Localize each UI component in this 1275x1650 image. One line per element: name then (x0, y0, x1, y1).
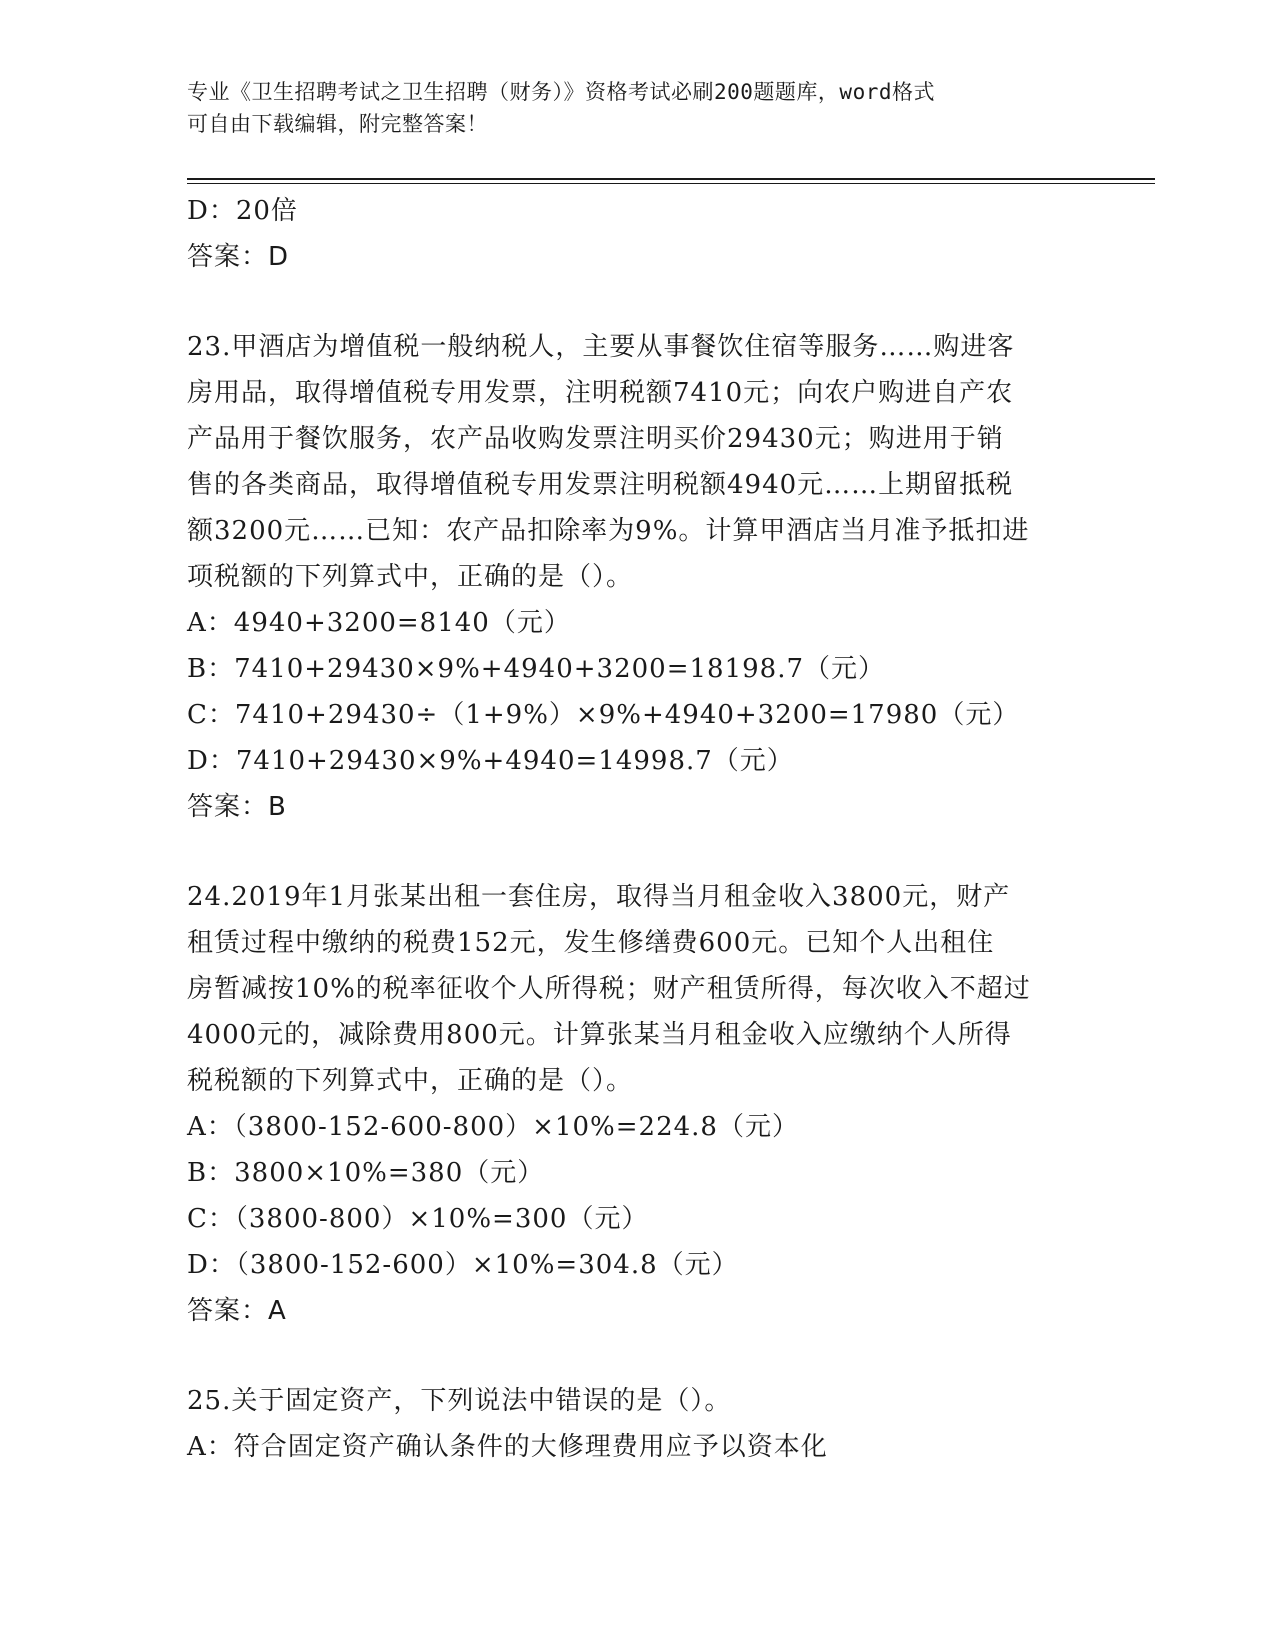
question-23 (187, 324, 1087, 830)
document-body (187, 188, 1087, 1470)
option-a: A：符合固定资产确认条件的大修理费用应予以资本化 (187, 1432, 828, 1462)
option-b: B：3800×10%=380（元） (187, 1158, 545, 1188)
option-a: A：（3800-152-600-800）×10%=224.8（元） (187, 1112, 799, 1142)
option-c: C：7410+29430÷（1+9%）×9%+4940+3200=17980（元） (187, 700, 1020, 730)
answer-line: 答案：A (187, 1296, 287, 1326)
question-text-line: 24.2019年1月张某出租一套住房，取得当月租金收入3800元，财产 (187, 882, 1011, 912)
question-text-line: 25.关于固定资产，下列说法中错误的是（）。 (187, 1386, 732, 1416)
question-text-line: 产品用于餐饮服务，农产品收购发票注明买价29430元；购进用于销 (187, 424, 1004, 454)
question-25 (187, 1378, 1087, 1470)
option-d: D：7410+29430×9%+4940=14998.7（元） (187, 746, 794, 776)
question-22-tail (187, 188, 1087, 280)
header-line-2: 可自由下载编辑，附完整答案！ (187, 112, 488, 136)
header-divider-thin (187, 183, 1155, 184)
question-text-line: 额3200元……已知：农产品扣除率为9%。计算甲酒店当月准予抵扣进 (187, 516, 1030, 546)
option-c: C：（3800-800）×10%=300（元） (187, 1204, 649, 1234)
question-gap (187, 1334, 1087, 1378)
question-gap (187, 280, 1087, 324)
header-divider-thick (187, 178, 1155, 180)
option-b: B：7410+29430×9%+4940+3200=18198.7（元） (187, 654, 886, 684)
question-text-line: 项税额的下列算式中，正确的是（）。 (187, 562, 634, 592)
option-d: D：（3800-152-600）×10%=304.8（元） (187, 1250, 739, 1280)
question-text-line: 售的各类商品，取得增值税专用发票注明税额4940元……上期留抵税 (187, 470, 1014, 500)
option-a: A：4940+3200=8140（元） (187, 608, 571, 638)
question-text-line: 房用品，取得增值税专用发票，注明税额7410元；向农户购进自产农 (187, 378, 1014, 408)
question-text-line: 房暂减按10%的税率征收个人所得税；财产租赁所得，每次收入不超过 (187, 974, 1031, 1004)
document-header (187, 76, 1087, 140)
question-text-line: 4000元的，减除费用800元。计算张某当月租金收入应缴纳个人所得 (187, 1020, 1012, 1050)
question-text-line: 税税额的下列算式中，正确的是（）。 (187, 1066, 634, 1096)
answer-line: 答案：D (187, 242, 290, 272)
answer-line: 答案：B (187, 792, 287, 822)
option-d: D：20倍 (187, 196, 298, 226)
question-gap (187, 830, 1087, 874)
question-24 (187, 874, 1087, 1334)
question-text-line: 23.甲酒店为增值税一般纳税人，主要从事餐饮住宿等服务……购进客 (187, 332, 1015, 362)
header-line-1: 专业《卫生招聘考试之卫生招聘（财务）》资格考试必刷200题题库，word格式 (187, 80, 935, 104)
question-text-line: 租赁过程中缴纳的税费152元，发生修缮费600元。已知个人出租住 (187, 928, 995, 958)
